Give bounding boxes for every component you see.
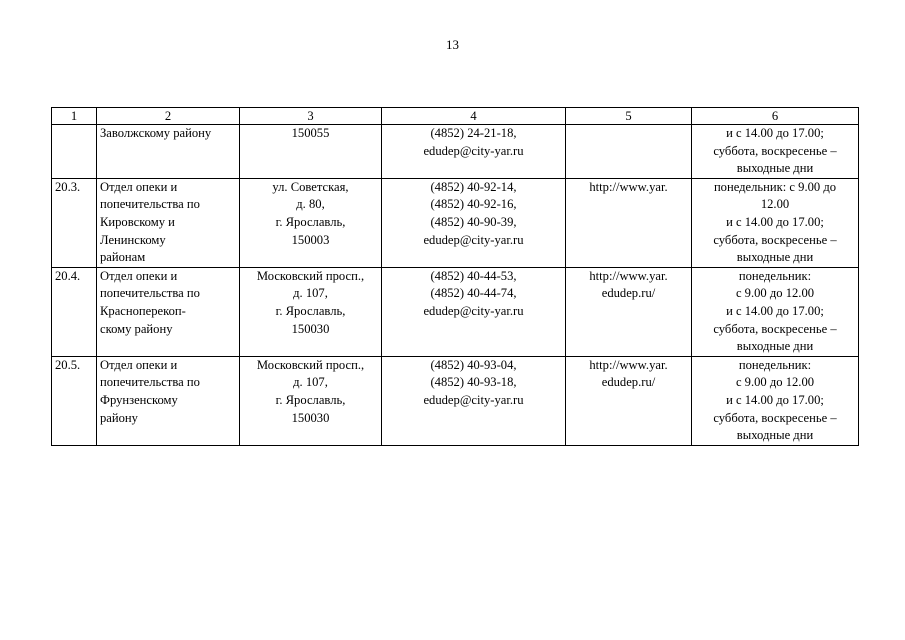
contacts-cell: (4852) 40-44-53, (4852) 40-44-74, edudep@city-yar.ru <box>382 267 566 356</box>
column-header: 2 <box>97 108 240 125</box>
table-row <box>52 125 859 179</box>
column-header: 3 <box>240 108 382 125</box>
row-number-cell <box>52 125 97 179</box>
table-row <box>52 178 859 267</box>
address-cell: ул. Советская, д. 80, г. Ярославль, 150003 <box>240 178 382 267</box>
column-header: 1 <box>52 108 97 125</box>
office-name-cell: Заволжскому району <box>97 125 240 179</box>
contacts-cell: (4852) 24-21-18, edudep@city-yar.ru <box>382 125 566 179</box>
website-cell: http://www.yar. edudep.ru/ <box>566 356 692 445</box>
hours-cell: понедельник: с 9.00 до 12.00 и с 14.00 до 17.00; суббота, воскресенье – выходные дни <box>692 356 859 445</box>
column-header: 5 <box>566 108 692 125</box>
page-number: 13 <box>446 37 459 52</box>
address-cell: 150055 <box>240 125 382 179</box>
row-number-cell: 20.3. <box>52 178 97 267</box>
row-number-cell: 20.5. <box>52 356 97 445</box>
hours-cell: и с 14.00 до 17.00; суббота, воскресенье – выходные дни <box>692 125 859 179</box>
address-cell: Московский просп., д. 107, г. Ярославль, 150030 <box>240 267 382 356</box>
table-row <box>52 267 859 356</box>
column-header: 6 <box>692 108 859 125</box>
office-name-cell: Отдел опеки и попечительства по Фрунзенскому району <box>97 356 240 445</box>
address-cell: Московский просп., д. 107, г. Ярославль, 150030 <box>240 356 382 445</box>
office-name-cell: Отдел опеки и попечительства по Красноперекоп- скому району <box>97 267 240 356</box>
contacts-cell: (4852) 40-92-14, (4852) 40-92-16, (4852) 40-90-39, edudep@city-yar.ru <box>382 178 566 267</box>
office-name-cell: Отдел опеки и попечительства по Кировскому и Ленинскому районам <box>97 178 240 267</box>
hours-cell: понедельник: с 9.00 до 12.00 и с 14.00 до 17.00; суббота, воскресенье – выходные дни <box>692 267 859 356</box>
contacts-cell: (4852) 40-93-04, (4852) 40-93-18, edudep@city-yar.ru <box>382 356 566 445</box>
table-header-row <box>52 108 859 125</box>
website-cell: http://www.yar. <box>566 178 692 267</box>
row-number-cell: 20.4. <box>52 267 97 356</box>
website-cell <box>566 125 692 179</box>
hours-cell: понедельник: с 9.00 до 12.00 и с 14.00 до 17.00; суббота, воскресенье – выходные дни <box>692 178 859 267</box>
column-header: 4 <box>382 108 566 125</box>
data-table <box>51 107 859 446</box>
table-row <box>52 356 859 445</box>
website-cell: http://www.yar. edudep.ru/ <box>566 267 692 356</box>
